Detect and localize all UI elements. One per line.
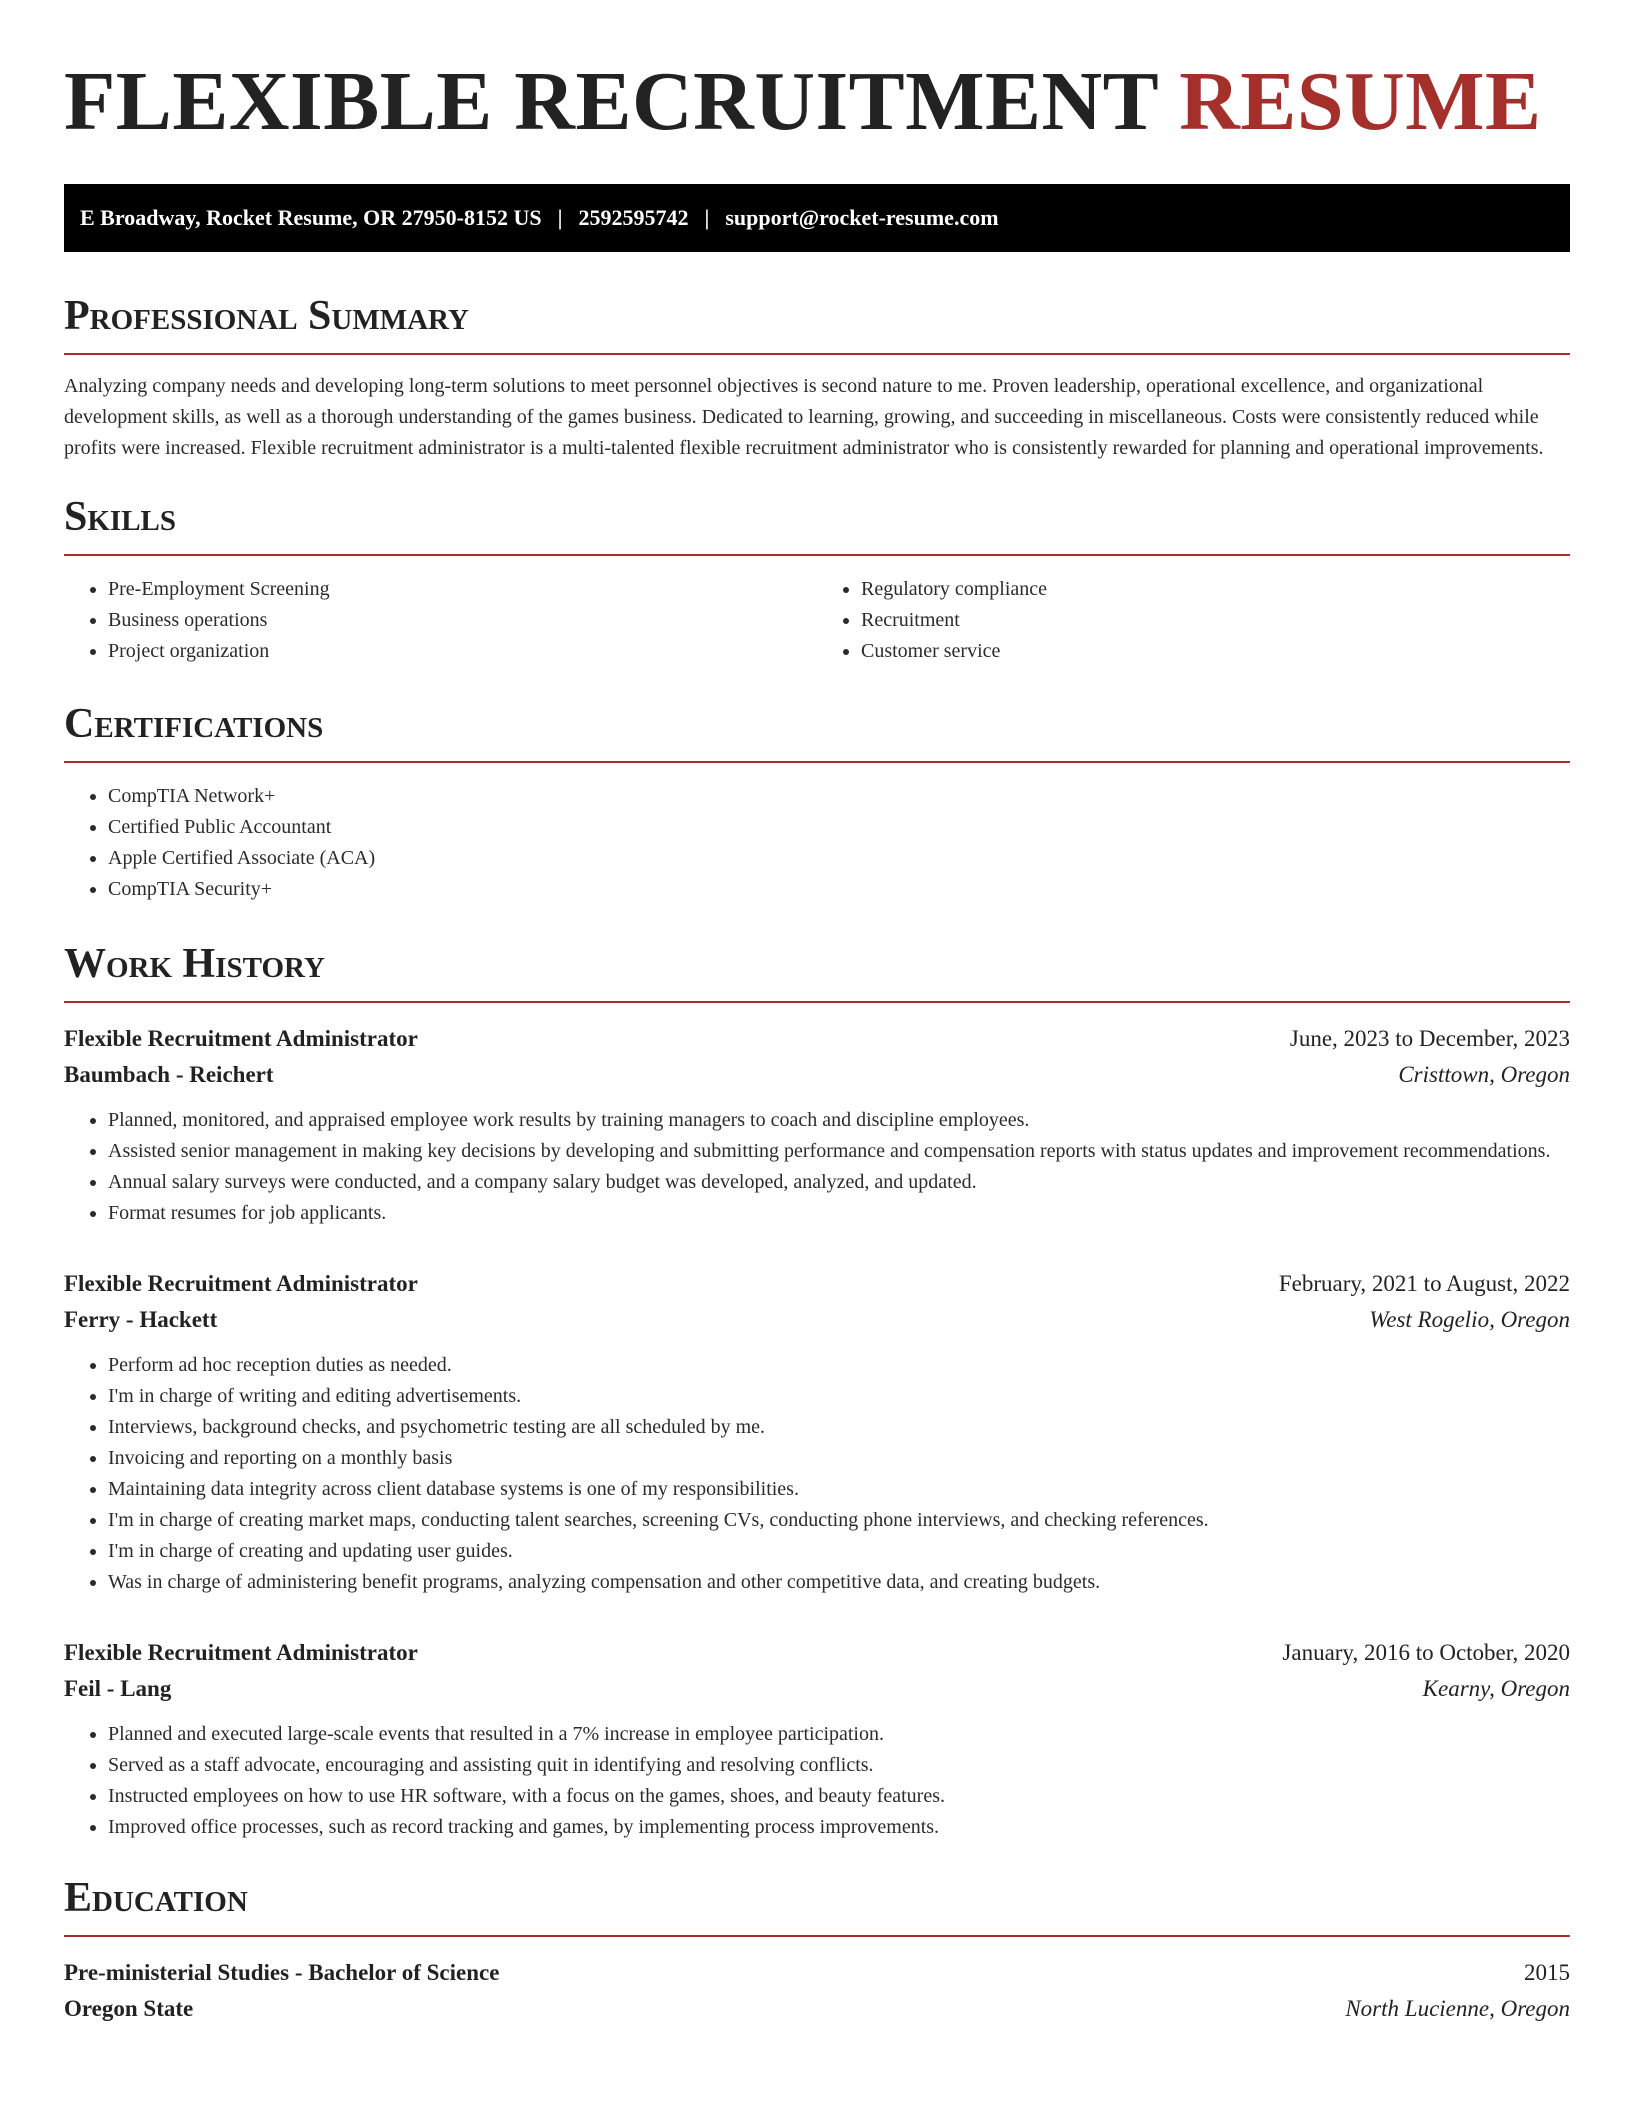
job-title: Flexible Recruitment Administrator <box>64 1026 418 1051</box>
job-bullet: • Improved office processes, such as record tracking and games, by implementing process improvements. <box>108 1812 1570 1843</box>
certification-item: • Apple Certified Associate (ACA) <box>108 843 1570 874</box>
certifications-section <box>64 703 1570 905</box>
contact-separator: | <box>557 205 563 230</box>
job-location: Cristtown, Oregon <box>1398 1062 1570 1087</box>
education-location: North Lucienne, Oregon <box>1345 1996 1570 2021</box>
education-degree-row <box>64 1955 1570 1991</box>
job-company: Baumbach - Reichert <box>64 1062 274 1087</box>
skill-item: • Recruitment <box>861 605 1570 636</box>
job-entry <box>64 1266 1570 1598</box>
job-bullet: • Maintaining data integrity across client database systems is one of my responsibilities. <box>108 1474 1570 1505</box>
education-section <box>64 1877 1570 2027</box>
job-title: Flexible Recruitment Administrator <box>64 1640 418 1665</box>
skill-item: • Regulatory compliance <box>861 574 1570 605</box>
job-dates: February, 2021 to August, 2022 <box>1278 1271 1570 1296</box>
section-heading-skills: Skills <box>64 496 1570 556</box>
job-bullet: • Instructed employees on how to use HR software, with a focus on the games, shoes, and beauty features. <box>108 1781 1570 1812</box>
skill-item: • Project organization <box>108 636 817 667</box>
title-accent: RESUME <box>1179 55 1542 148</box>
job-location: Kearny, Oregon <box>1422 1676 1570 1701</box>
section-heading-summary: Professional Summary <box>64 295 1570 355</box>
job-bullets <box>64 1105 1570 1229</box>
job-company: Ferry - Hackett <box>64 1307 218 1332</box>
contact-address: E Broadway, Rocket Resume, OR 27950-8152 US <box>80 205 542 230</box>
job-bullet: • I'm in charge of creating and updating user guides. <box>108 1536 1570 1567</box>
job-bullets <box>64 1719 1570 1843</box>
job-bullet: • Planned, monitored, and appraised employee work results by training managers to coach and discipline employees. <box>108 1105 1570 1136</box>
job-dates: January, 2016 to October, 2020 <box>1282 1640 1570 1665</box>
job-company: Feil - Lang <box>64 1676 172 1701</box>
resume-page <box>64 0 1570 2027</box>
certification-item: • CompTIA Network+ <box>108 781 1570 812</box>
job-bullet: • I'm in charge of creating market maps, conducting talent searches, screening CVs, conducting phone interviews, and checking references. <box>108 1505 1570 1536</box>
job-header-row <box>64 1266 1570 1302</box>
job-bullet: • Annual salary surveys were conducted, and a company salary budget was developed, analyzed, and updated. <box>108 1167 1570 1198</box>
job-title: Flexible Recruitment Administrator <box>64 1271 418 1296</box>
title-main: FLEXIBLE RECRUITMENT <box>64 55 1158 148</box>
skills-grid <box>64 574 1570 667</box>
skill-item: • Pre-Employment Screening <box>108 574 817 605</box>
skills-section <box>64 496 1570 667</box>
section-heading-education: Education <box>64 1877 1570 1937</box>
certification-item: • CompTIA Security+ <box>108 874 1570 905</box>
section-heading-work-history: Work History <box>64 943 1570 1003</box>
job-company-row <box>64 1057 1570 1093</box>
skills-list-left <box>64 574 817 667</box>
education-degree: Pre-ministerial Studies - Bachelor of Science <box>64 1960 500 1985</box>
job-company-row <box>64 1671 1570 1707</box>
job-dates: June, 2023 to December, 2023 <box>1289 1026 1570 1051</box>
certification-item: • Certified Public Accountant <box>108 812 1570 843</box>
job-bullet: • Planned and executed large-scale events that resulted in a 7% increase in employee participation. <box>108 1719 1570 1750</box>
job-entry <box>64 1021 1570 1229</box>
education-school: Oregon State <box>64 1996 194 2021</box>
summary-text: Analyzing company needs and developing long-term solutions to meet personnel objectives is second nature to me. Proven leadership, operational excellence, and organizational development skills, as well as a thorough understanding of the games business. Dedicated to learning, growing, and succeeding in miscellaneous. Costs were consistently reduced while profits were increased. Flexible recruitment administrator is a multi-talented flexible recruitment administrator who is consistently rewarded for planning and operational improvements. <box>64 375 1544 459</box>
job-bullet: • Invoicing and reporting on a monthly basis <box>108 1443 1570 1474</box>
summary-section <box>64 295 1570 464</box>
contact-bar <box>64 184 1570 252</box>
job-header-row <box>64 1021 1570 1057</box>
job-company-row <box>64 1302 1570 1338</box>
education-entry <box>64 1955 1570 2027</box>
job-bullets <box>64 1350 1570 1598</box>
certifications-list <box>64 781 1570 905</box>
contact-phone: 2592595742 <box>578 205 689 230</box>
job-bullet: • Interviews, background checks, and psychometric testing are all scheduled by me. <box>108 1412 1570 1443</box>
job-bullet: • Was in charge of administering benefit programs, analyzing compensation and other competitive data, and creating budgets. <box>108 1567 1570 1598</box>
contact-email: support@rocket-resume.com <box>725 205 999 230</box>
section-heading-certifications: Certifications <box>64 703 1570 763</box>
skill-item: • Customer service <box>861 636 1570 667</box>
job-location: West Rogelio, Oregon <box>1369 1307 1570 1332</box>
job-bullet: • Assisted senior management in making key decisions by developing and submitting performance and compensation reports with status updates and improvement recommendations. <box>108 1136 1570 1167</box>
work-history-section <box>64 943 1570 1843</box>
education-year: 2015 <box>1524 1960 1570 1985</box>
job-entry <box>64 1635 1570 1843</box>
job-bullet: • I'm in charge of writing and editing advertisements. <box>108 1381 1570 1412</box>
skills-list-right <box>817 574 1570 667</box>
resume-title <box>64 0 1570 148</box>
education-school-row <box>64 1991 1570 2027</box>
job-bullet: • Perform ad hoc reception duties as needed. <box>108 1350 1570 1381</box>
job-bullet: • Served as a staff advocate, encouraging and assisting quit in identifying and resolving conflicts. <box>108 1750 1570 1781</box>
job-bullet: • Format resumes for job applicants. <box>108 1198 1570 1229</box>
skill-item: • Business operations <box>108 605 817 636</box>
contact-separator: | <box>704 205 710 230</box>
job-header-row <box>64 1635 1570 1671</box>
